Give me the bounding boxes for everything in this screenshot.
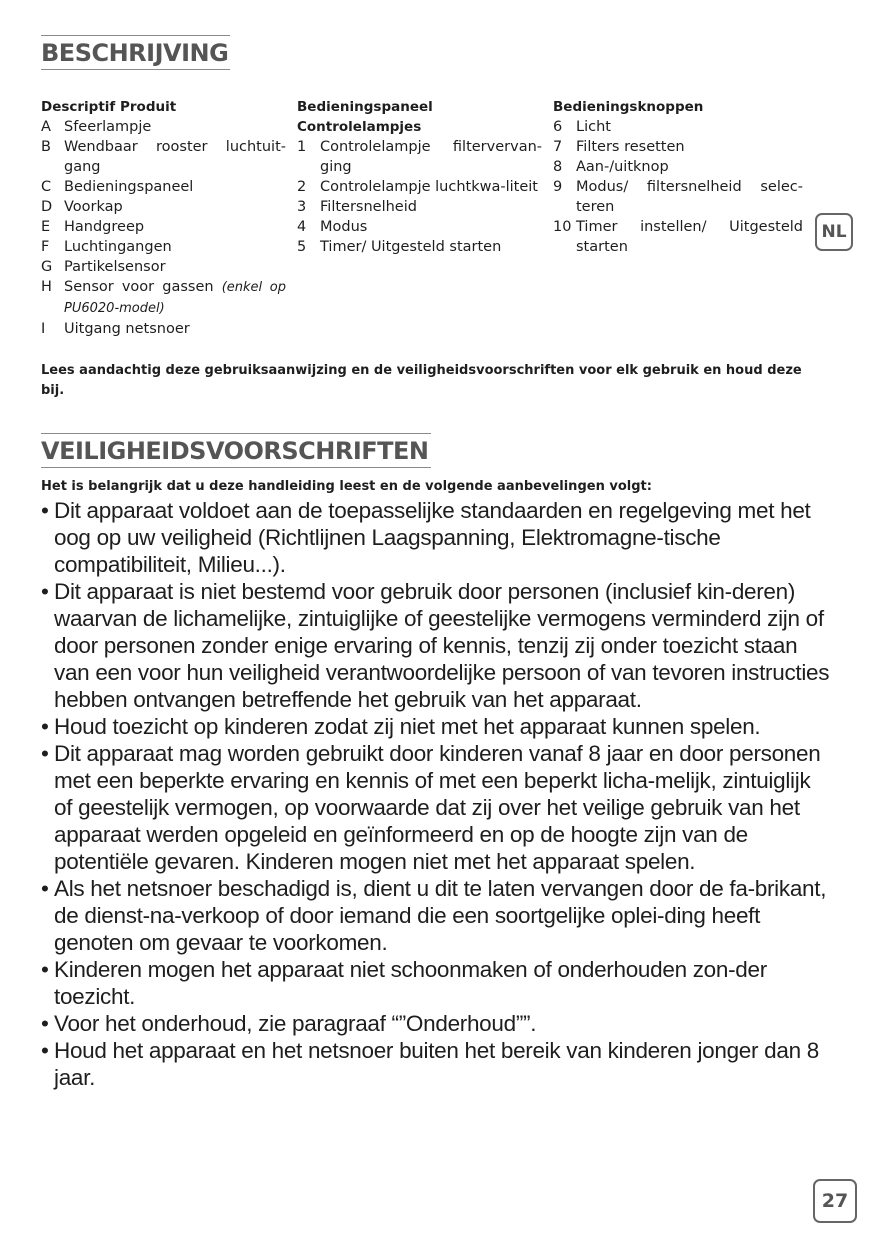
safety-item-text: Dit apparaat voldoet aan de toepasselijke standaarden en regelgeving met het oog op uw veiligheid (Richtlijnen Laagspanning, Elektromagne-tische compatibiliteit, Milieu...). [54, 498, 811, 577]
column-title: Bedieningsknoppen [553, 99, 704, 115]
list-item [553, 117, 803, 137]
item-mark: 5 [297, 239, 307, 255]
item-text: Wendbaar rooster luchtuit-gang [64, 139, 286, 175]
list-item [297, 197, 542, 217]
list-item [41, 277, 286, 319]
control-panel-column [297, 97, 542, 257]
item-mark: A [41, 119, 51, 135]
item-text: Partikelsensor [64, 259, 166, 275]
list-item [297, 217, 542, 237]
list-item [553, 217, 803, 257]
item-mark: 9 [553, 179, 563, 195]
item-mark: 3 [297, 199, 307, 215]
list-item [41, 117, 286, 137]
list-item [297, 137, 542, 177]
item-text: Voorkap [64, 199, 123, 215]
list-item [41, 217, 286, 237]
item-mark: B [41, 139, 51, 155]
item-text: Licht [576, 119, 611, 135]
item-text-wrapper [64, 277, 286, 319]
safety-intro: Het is belangrijk dat u deze handleiding leest en de volgende aanbevelingen volgt: [41, 479, 652, 494]
product-description-column [41, 97, 286, 339]
item-text: Controlelampje filtervervan-ging [320, 139, 542, 175]
read-instructions-note: Lees aandachtig deze gebruiksaanwijzing en de veiligheidsvoorschriften voor elk gebruik en houd deze bij. [41, 363, 802, 398]
list-item [553, 137, 803, 157]
item-mark: I [41, 321, 46, 337]
safety-list [41, 497, 831, 1091]
section-title-description: BESCHRIJVING [41, 35, 230, 70]
item-text: Filtersnelheid [320, 199, 417, 215]
safety-item [41, 713, 831, 740]
list-item [41, 137, 286, 177]
item-text: Timer instellen/ Uitgesteld starten [576, 219, 803, 255]
item-mark: D [41, 199, 53, 215]
item-mark: 4 [297, 219, 307, 235]
bullet: • [41, 714, 49, 739]
list-item [41, 237, 286, 257]
safety-item-text: Dit apparaat mag worden gebruikt door kinderen vanaf 8 jaar en door personen met een beperkte ervaring en kennis of met een beperkt licha-melijk, zintuiglijk of geestelijk vermogen, op voorwaarde dat zij over het veilige gebruik van het apparaat werden opgeleid en geïnformeerd en op de hoogte zijn van de potentiële gevaren. Kinderen mogen niet met het apparaat spelen. [54, 741, 821, 874]
item-mark: 2 [297, 179, 307, 195]
item-mark: H [41, 279, 52, 295]
item-text: Luchtingangen [64, 239, 172, 255]
bullet: • [41, 741, 49, 766]
safety-item [41, 875, 831, 956]
item-text: Handgreep [64, 219, 145, 235]
item-mark: 8 [553, 159, 563, 175]
safety-item-text: Kinderen mogen het apparaat niet schoonmaken of onderhouden zon-der toezicht. [54, 957, 767, 1009]
bullet: • [41, 498, 49, 523]
item-text: Controlelampje luchtkwa-liteit [320, 179, 538, 195]
page-number: 27 [813, 1179, 857, 1223]
safety-item [41, 578, 831, 713]
item-mark: 1 [297, 139, 307, 155]
safety-item-text: Houd toezicht op kinderen zodat zij niet met het apparaat kunnen spelen. [54, 714, 761, 739]
item-mark: 10 [553, 219, 572, 235]
bullet: • [41, 1011, 49, 1036]
list-item [41, 319, 286, 339]
list-item [41, 257, 286, 277]
safety-item [41, 1010, 831, 1037]
list-item [297, 237, 542, 257]
item-mark: 7 [553, 139, 563, 155]
language-badge: NL [815, 213, 853, 251]
item-text: Sfeerlampje [64, 119, 152, 135]
item-text: Bedieningspaneel [64, 179, 194, 195]
item-note: (enkel op PU6020-model) [64, 280, 287, 316]
bullet: • [41, 957, 49, 982]
item-mark: C [41, 179, 52, 195]
item-text: Modus/ filtersnelheid selec-teren [576, 179, 803, 215]
list-item [41, 177, 286, 197]
column-title: Bedieningspaneel [297, 99, 433, 115]
bullet: • [41, 1038, 49, 1063]
column-title: Descriptif Produit [41, 99, 177, 115]
bullet: • [41, 876, 49, 901]
list-item [553, 177, 803, 217]
list-item [41, 197, 286, 217]
item-text: Timer/ Uitgesteld starten [320, 239, 502, 255]
column-subtitle: Controlelampjes [297, 119, 422, 135]
item-text: Modus [320, 219, 368, 235]
safety-item [41, 497, 831, 578]
item-text: Sensor voor gassen [64, 279, 214, 295]
item-mark: 6 [553, 119, 563, 135]
safety-item [41, 1037, 831, 1091]
control-buttons-column [553, 97, 803, 257]
item-mark: E [41, 219, 51, 235]
safety-item-text: Voor het onderhoud, zie paragraaf “”Onderhoud””. [54, 1011, 537, 1036]
bullet: • [41, 579, 49, 604]
item-text: Aan-/uitknop [576, 159, 669, 175]
safety-item [41, 956, 831, 1010]
list-item [553, 157, 803, 177]
item-mark: G [41, 259, 53, 275]
item-text: Filters resetten [576, 139, 685, 155]
safety-item-text: Dit apparaat is niet bestemd voor gebruik door personen (inclusief kin-deren) waarvan de lichamelijke, zintuiglijke of geestelijke vermogens verminderd zijn of door personen zonder enige ervaring of kennis, tenzij zij onder toezicht staan van een voor hun veiligheid verantwoordelijke persoon of van tevoren instructies hebben ontvangen betreffende het gebruik van het apparaat. [54, 579, 830, 712]
safety-item-text: Houd het apparaat en het netsnoer buiten het bereik van kinderen jonger dan 8 jaar. [54, 1038, 819, 1090]
safety-item-text: Als het netsnoer beschadigd is, dient u dit te laten vervangen door de fa-brikant, de dienst-na-verkoop of door iemand die een soortgelijke oplei-ding heeft genoten om gevaar te voorkomen. [54, 876, 827, 955]
section-title-safety: VEILIGHEIDSVOORSCHRIFTEN [41, 433, 431, 468]
list-item [297, 177, 542, 197]
item-mark: F [41, 239, 50, 255]
safety-item [41, 740, 831, 875]
item-text: Uitgang netsnoer [64, 321, 190, 337]
